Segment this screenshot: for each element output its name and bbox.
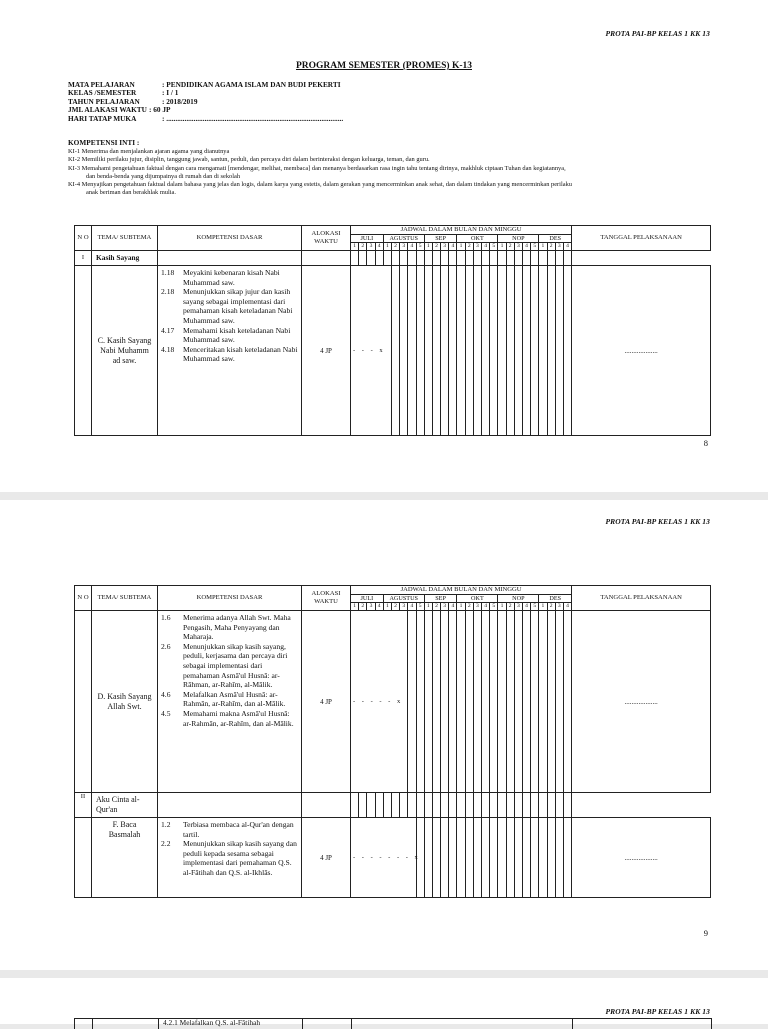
grid-cell bbox=[547, 251, 555, 266]
kd-item: 1.18 Meyakini kebenaran kisah Nabi Muhammad saw. bbox=[161, 268, 280, 287]
col-tema: TEMA/ SUBTEMA bbox=[92, 586, 158, 611]
grid-cell bbox=[449, 793, 457, 818]
grid-cell bbox=[547, 611, 555, 793]
week-number: 3 bbox=[555, 603, 563, 611]
month-header: DES bbox=[539, 235, 572, 243]
week-number: 5 bbox=[416, 243, 424, 251]
grid-cell bbox=[514, 251, 522, 266]
month-header: JULI bbox=[351, 595, 384, 603]
alokasi-cell: 4 JP bbox=[302, 611, 351, 793]
grid-cell bbox=[539, 251, 547, 266]
grid-cell bbox=[408, 266, 416, 436]
ki-3-cont: dan benda-benda yang dijumpainya di rumah dan di sekolah bbox=[86, 172, 241, 180]
month-header: SEP bbox=[424, 595, 457, 603]
tanggal-cell: ................... bbox=[572, 266, 711, 436]
grid-cell bbox=[547, 818, 555, 898]
week-number: 1 bbox=[457, 603, 465, 611]
kd-item: 2.2 Menunjukkan sikap kasih sayang dan peduli kepada sesama sebagai implementasi dari pemahaman Q.S. al-Fātihah dan Q.S. al-Ikhlās. bbox=[161, 839, 297, 877]
week-number: 1 bbox=[424, 603, 432, 611]
kd-item: 4.18 Menceritakan kisah keteladanan Nabi Muhammad saw. bbox=[161, 344, 298, 364]
schedule-marks: - - - - - x bbox=[351, 611, 408, 793]
grid-cell bbox=[400, 266, 408, 436]
grid-cell bbox=[351, 793, 359, 818]
grid-cell bbox=[482, 793, 490, 818]
grid-cell bbox=[506, 611, 514, 793]
week-number: 1 bbox=[383, 243, 391, 251]
week-number: 4 bbox=[375, 243, 383, 251]
promes-table-1 bbox=[74, 225, 711, 436]
grid-cell bbox=[498, 266, 506, 436]
grid-cell bbox=[563, 266, 571, 436]
grid-cell bbox=[449, 818, 457, 898]
section-name: Kasih Sayang bbox=[92, 251, 158, 266]
grid-cell bbox=[449, 251, 457, 266]
tema-cell: F. Baca Basmalah bbox=[92, 818, 158, 898]
week-number: 3 bbox=[473, 243, 481, 251]
grid-cell bbox=[473, 818, 481, 898]
kd-cell bbox=[158, 818, 302, 898]
meta-row: KELAS /SEMESTER : I / 1 bbox=[68, 88, 179, 98]
grid-cell bbox=[416, 611, 424, 793]
grid-cell bbox=[563, 251, 571, 266]
grid-cell bbox=[555, 251, 563, 266]
week-number: 5 bbox=[490, 243, 498, 251]
kd-cell bbox=[158, 611, 302, 793]
meta-row: MATA PELAJARAN : PENDIDIKAN AGAMA ISLAM DAN BUDI PEKERTI bbox=[68, 80, 341, 89]
grid-cell bbox=[531, 611, 539, 793]
week-number: 3 bbox=[555, 243, 563, 251]
week-number: 3 bbox=[367, 243, 375, 251]
grid-cell bbox=[441, 251, 449, 266]
col-jadwal: JADWAL DALAM BULAN DAN MINGGU bbox=[351, 226, 572, 235]
week-number: 4 bbox=[408, 603, 416, 611]
grid-cell bbox=[498, 251, 506, 266]
grid-cell bbox=[506, 251, 514, 266]
kd-item: 4.6 Melafalkan Asmā'ul Husnā: ar-Rahmān, ar-Rahīm, dan al-Mālik. bbox=[161, 689, 286, 709]
week-number: 2 bbox=[432, 243, 440, 251]
grid-cell bbox=[498, 611, 506, 793]
grid-cell bbox=[547, 793, 555, 818]
grid-cell bbox=[531, 251, 539, 266]
grid-cell bbox=[514, 266, 522, 436]
col-no: N O bbox=[75, 586, 92, 611]
week-number: 3 bbox=[400, 603, 408, 611]
grid-cell bbox=[531, 818, 539, 898]
week-number: 3 bbox=[400, 243, 408, 251]
week-number: 4 bbox=[563, 603, 571, 611]
running-header: PROTA PAI-BP KELAS 1 KK 13 bbox=[605, 517, 710, 526]
grid-cell bbox=[506, 266, 514, 436]
grid-cell bbox=[514, 793, 522, 818]
week-number: 1 bbox=[539, 243, 547, 251]
grid-cell bbox=[367, 793, 375, 818]
week-number: 4 bbox=[408, 243, 416, 251]
grid-cell bbox=[539, 818, 547, 898]
week-number: 1 bbox=[498, 243, 506, 251]
running-header: PROTA PAI-BP KELAS 1 KK 13 bbox=[605, 1007, 710, 1016]
grid-cell bbox=[465, 266, 473, 436]
document-page-3 bbox=[0, 978, 768, 1027]
meta-row: JML ALAKASI WAKTU : 60 JP bbox=[68, 105, 171, 115]
grid-cell bbox=[482, 266, 490, 436]
week-number: 1 bbox=[351, 603, 359, 611]
grid-cell bbox=[441, 818, 449, 898]
kd-item: 4.5 Memahami makna Asmā'ul Husnā: ar-Rahmān, ar-Rahīm, dan al-Mālik. bbox=[161, 708, 294, 728]
grid-cell bbox=[457, 251, 465, 266]
grid-cell bbox=[522, 793, 530, 818]
meta-row: HARI TATAP MUKA : ................................................................................................. bbox=[68, 113, 344, 123]
grid-cell bbox=[424, 793, 432, 818]
col-alokasi: ALOKASI WAKTU bbox=[302, 586, 351, 611]
promes-table-2 bbox=[74, 585, 711, 898]
grid-cell bbox=[391, 251, 399, 266]
col-kd: KOMPETENSI DASAR bbox=[158, 586, 302, 611]
grid-cell bbox=[490, 251, 498, 266]
grid-cell bbox=[555, 611, 563, 793]
grid-cell bbox=[490, 611, 498, 793]
col-no: N O bbox=[75, 226, 92, 251]
col-alokasi: ALOKASI WAKTU bbox=[302, 226, 351, 251]
grid-cell bbox=[506, 818, 514, 898]
alokasi-cell: 4 JP bbox=[302, 818, 351, 898]
ki-heading: KOMPETENSI INTI : bbox=[68, 138, 140, 147]
tema-cell: D. Kasih Sayang Allah Swt. bbox=[92, 611, 158, 793]
grid-cell bbox=[522, 251, 530, 266]
week-number: 5 bbox=[531, 603, 539, 611]
tanggal-cell: ................... bbox=[572, 818, 711, 898]
grid-cell bbox=[465, 251, 473, 266]
month-header: OKT bbox=[457, 235, 498, 243]
grid-cell bbox=[482, 818, 490, 898]
grid-cell bbox=[408, 793, 416, 818]
week-number: 4 bbox=[482, 243, 490, 251]
table-header bbox=[75, 586, 711, 611]
grid-cell bbox=[514, 818, 522, 898]
col-kd: KOMPETENSI DASAR bbox=[158, 226, 302, 251]
month-header: NOP bbox=[498, 235, 539, 243]
grid-cell bbox=[158, 251, 302, 266]
grid-cell bbox=[367, 251, 375, 266]
grid-cell bbox=[465, 793, 473, 818]
week-number: 1 bbox=[498, 603, 506, 611]
grid-cell bbox=[457, 266, 465, 436]
week-number: 3 bbox=[473, 603, 481, 611]
grid-cell bbox=[359, 793, 367, 818]
grid-cell bbox=[465, 611, 473, 793]
ki-4-cont: anak beriman dan berakhlak mulia. bbox=[86, 189, 176, 197]
grid-cell bbox=[158, 793, 302, 818]
grid-cell bbox=[457, 793, 465, 818]
page-number: 9 bbox=[703, 928, 708, 938]
month-header: DES bbox=[539, 595, 572, 603]
grid-cell bbox=[441, 266, 449, 436]
table-row bbox=[75, 266, 711, 436]
week-number: 1 bbox=[424, 243, 432, 251]
page-number: 8 bbox=[703, 438, 708, 448]
ki-2: KI-2 Memiliki perilaku jujur, disiplin, tanggung jawab, santun, peduli, dan percaya diri dalam berinteraksi dengan keluarga, teman, dan guru. bbox=[68, 156, 430, 164]
week-number: 4 bbox=[563, 243, 571, 251]
grid-cell bbox=[432, 818, 440, 898]
week-number: 2 bbox=[359, 243, 367, 251]
month-header: OKT bbox=[457, 595, 498, 603]
week-number: 5 bbox=[490, 603, 498, 611]
grid-cell bbox=[383, 793, 391, 818]
week-number: 5 bbox=[416, 603, 424, 611]
kd-item: 1.6 Menerima adanya Allah Swt. Maha Pengasih, Maha Penyayang dan Maharaja. bbox=[161, 613, 291, 642]
grid-cell bbox=[473, 793, 481, 818]
kd-item: 4.2.1 Melafalkan Q.S. al-Fātihah bbox=[163, 1018, 261, 1027]
week-number: 2 bbox=[547, 243, 555, 251]
col-tanggal: TANGGAL PELAKSANAAN bbox=[572, 586, 711, 611]
grid-cell bbox=[416, 251, 424, 266]
grid-cell bbox=[563, 818, 571, 898]
kd-item: 2.6 Menunjukkan sikap kasih sayang, peduli, kerjasama dan percaya diri sebagai implementasi dari pemahaman Asmā'ul Husnā: ar-Rāhman, ar-Rahīm, al-Mālik. bbox=[161, 641, 288, 690]
grid-cell bbox=[449, 266, 457, 436]
week-number: 2 bbox=[391, 603, 399, 611]
kd-item: 1.2 Terbiasa membaca al-Qur'an dengan tartil. bbox=[161, 820, 294, 839]
grid-cell bbox=[514, 611, 522, 793]
grid-cell bbox=[457, 611, 465, 793]
ki-3: KI-3 Memahami pengetahuan faktual dengan cara mengamati [mendengar, melihat, membaca] dan menanya berdasarkan rasa ingin tahu tentang dirinya, makhluk ciptaan Tuhan dan kegiatannya, bbox=[68, 164, 566, 172]
kd-item: 2.18 Menunjukkan sikap jujur dan kasih sayang sebagai implementasi dari pemahaman kisah keteladanan Nabi Muhammad saw. bbox=[161, 287, 293, 325]
grid-cell bbox=[473, 251, 481, 266]
grid-cell bbox=[441, 611, 449, 793]
grid-cell bbox=[416, 793, 424, 818]
grid-cell bbox=[539, 793, 547, 818]
tanggal-cell: ................... bbox=[572, 611, 711, 793]
grid-cell bbox=[563, 793, 571, 818]
grid-cell bbox=[482, 251, 490, 266]
tema-cell: C. Kasih Sayang Nabi Muhamm ad saw. bbox=[92, 266, 158, 436]
grid-cell bbox=[555, 818, 563, 898]
grid-cell bbox=[473, 266, 481, 436]
col-tanggal: TANGGAL PELAKSANAAN bbox=[572, 226, 711, 251]
grid-cell bbox=[432, 266, 440, 436]
meta-row: TAHUN PELAJARAN : 2018/2019 bbox=[68, 96, 198, 106]
week-number: 4 bbox=[449, 243, 457, 251]
grid-cell bbox=[522, 266, 530, 436]
schedule-marks: - - - - - - - x bbox=[351, 818, 417, 898]
grid-cell bbox=[424, 818, 432, 898]
grid-cell bbox=[408, 611, 416, 793]
grid-cell bbox=[400, 793, 408, 818]
grid-cell bbox=[563, 611, 571, 793]
grid-cell bbox=[531, 793, 539, 818]
grid-cell bbox=[441, 793, 449, 818]
month-header: AGUSTUS bbox=[383, 595, 424, 603]
grid-cell bbox=[424, 611, 432, 793]
ki-4: KI-4 Menyajikan pengetahuan faktual dalam bahasa yang jelas dan logis, dalam karya yang estetis, dalam gerakan yang mencerminkan anak sehat, dan dalam tindakan yang mencerminkan perilaku bbox=[68, 181, 572, 189]
grid-cell bbox=[416, 266, 424, 436]
grid-cell bbox=[498, 818, 506, 898]
grid-cell bbox=[432, 611, 440, 793]
table-row bbox=[75, 611, 711, 793]
week-number: 2 bbox=[465, 603, 473, 611]
running-header: PROTA PAI-BP KELAS 1 KK 13 bbox=[605, 29, 710, 38]
grid-cell bbox=[473, 611, 481, 793]
grid-cell bbox=[400, 251, 408, 266]
section-no: I bbox=[75, 251, 92, 266]
section-name: Aku Cinta al-Qur'an bbox=[92, 793, 158, 818]
week-number: 4 bbox=[375, 603, 383, 611]
grid-cell bbox=[465, 818, 473, 898]
col-jadwal: JADWAL DALAM BULAN DAN MINGGU bbox=[351, 586, 572, 595]
week-number: 3 bbox=[441, 243, 449, 251]
kompetensi-inti bbox=[68, 139, 718, 197]
grid-cell bbox=[522, 818, 530, 898]
grid-cell bbox=[359, 251, 367, 266]
schedule-marks: - - - x bbox=[351, 266, 392, 436]
grid-cell bbox=[498, 793, 506, 818]
grid-cell bbox=[555, 266, 563, 436]
week-number: 2 bbox=[391, 243, 399, 251]
week-number: 1 bbox=[351, 243, 359, 251]
week-number: 3 bbox=[514, 243, 522, 251]
grid-cell bbox=[457, 818, 465, 898]
week-number: 1 bbox=[457, 243, 465, 251]
table-row bbox=[75, 818, 711, 898]
week-number: 1 bbox=[539, 603, 547, 611]
week-number: 2 bbox=[359, 603, 367, 611]
week-number: 2 bbox=[547, 603, 555, 611]
grid-cell bbox=[408, 251, 416, 266]
grid-cell bbox=[383, 251, 391, 266]
document-page-2 bbox=[0, 500, 768, 970]
week-number: 2 bbox=[506, 243, 514, 251]
kd-cell bbox=[158, 266, 302, 436]
grid-cell bbox=[482, 611, 490, 793]
subject-info bbox=[68, 81, 343, 123]
ki-1: KI-1 Menerima dan menjalankan ajaran agama yang dianutnya bbox=[68, 148, 230, 156]
grid-cell bbox=[391, 266, 399, 436]
grid-cell bbox=[539, 611, 547, 793]
grid-cell bbox=[424, 251, 432, 266]
grid-cell bbox=[391, 793, 399, 818]
week-number: 4 bbox=[482, 603, 490, 611]
alokasi-cell: 4 JP bbox=[302, 266, 351, 436]
section-row bbox=[75, 251, 711, 266]
grid-cell bbox=[302, 793, 351, 818]
table-header bbox=[75, 226, 711, 251]
grid-cell bbox=[351, 251, 359, 266]
kd-item: 4.17 Memahami kisah keteladanan Nabi Muhammad saw. bbox=[161, 325, 291, 345]
document-title: PROGRAM SEMESTER (PROMES) K-13 bbox=[295, 61, 472, 71]
grid-cell bbox=[449, 611, 457, 793]
grid-cell bbox=[424, 266, 432, 436]
week-number: 1 bbox=[383, 603, 391, 611]
section-no: II bbox=[75, 793, 92, 818]
grid-cell bbox=[555, 793, 563, 818]
grid-cell bbox=[506, 793, 514, 818]
grid-cell bbox=[531, 266, 539, 436]
grid-cell bbox=[375, 251, 383, 266]
month-header: AGUSTUS bbox=[383, 235, 424, 243]
grid-cell bbox=[432, 251, 440, 266]
week-number: 2 bbox=[432, 603, 440, 611]
grid-cell bbox=[302, 251, 351, 266]
col-tema: TEMA/ SUBTEMA bbox=[92, 226, 158, 251]
week-number: 3 bbox=[367, 603, 375, 611]
grid-cell bbox=[490, 818, 498, 898]
grid-cell bbox=[490, 266, 498, 436]
document-page-1 bbox=[0, 0, 768, 492]
week-number: 5 bbox=[531, 243, 539, 251]
grid-cell bbox=[490, 793, 498, 818]
month-header: SEP bbox=[424, 235, 457, 243]
week-number: 4 bbox=[449, 603, 457, 611]
grid-cell bbox=[522, 611, 530, 793]
month-header: JULI bbox=[351, 235, 384, 243]
week-number: 2 bbox=[465, 243, 473, 251]
grid-cell bbox=[432, 793, 440, 818]
week-number: 4 bbox=[522, 243, 530, 251]
week-number: 3 bbox=[441, 603, 449, 611]
grid-cell bbox=[539, 266, 547, 436]
grid-cell bbox=[375, 793, 383, 818]
grid-cell bbox=[547, 266, 555, 436]
week-number: 3 bbox=[514, 603, 522, 611]
week-number: 2 bbox=[506, 603, 514, 611]
week-number: 4 bbox=[522, 603, 530, 611]
month-header: NOP bbox=[498, 595, 539, 603]
section-row bbox=[75, 793, 711, 818]
